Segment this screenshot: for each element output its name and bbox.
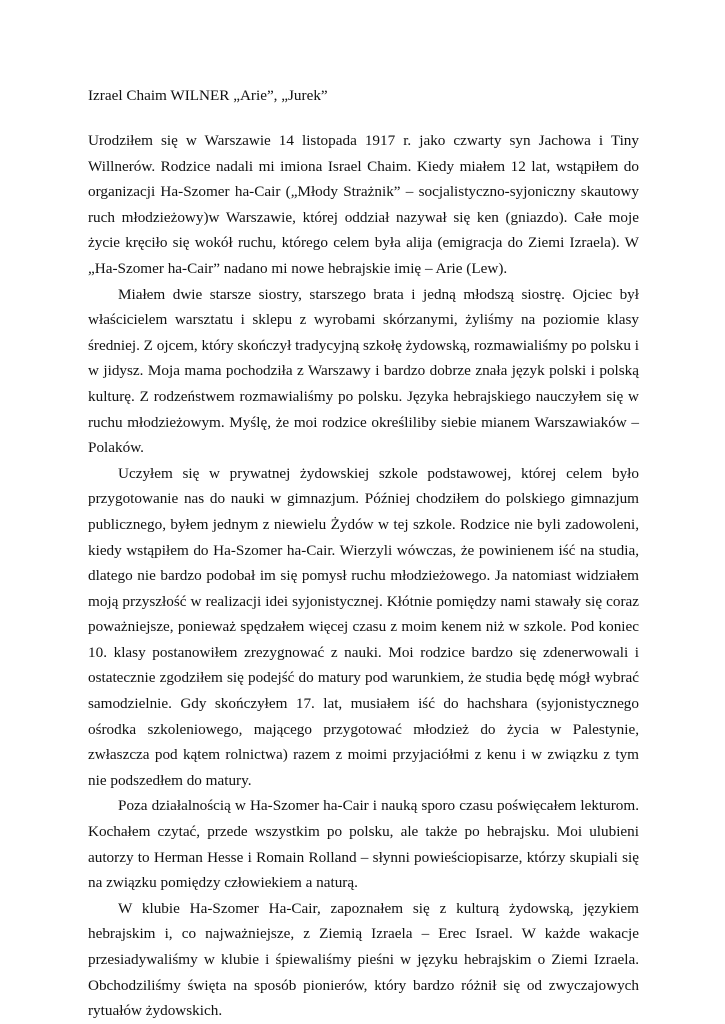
document-page — [88, 86, 639, 1024]
paragraph-club: W klubie Ha-Szomer Ha-Cair, zapoznałem się z kulturą żydowską, językiem hebrajskim i, co najważniejsze, z Ziemią Izraela – Erec Israel. W każde wakacje przesiadywaliśmy w klubie i śpiewaliśmy pieśni w języku hebrajskim o Ziemi Izraela. Obchodziliśmy święta na sposób pionierów, który bardzo różnił się od zwyczajowych rytuałów żydowskich. — [88, 899, 639, 1020]
paragraph-family: Miałem dwie starsze siostry, starszego brata i jedną młodszą siostrę. Ojciec był właścicielem warsztatu i sklepu z wyrobami skórzanymi, żyliśmy na poziomie klasy średniej. Z ojcem, który skończył tradycyjną szkołę żydowską, rozmawialiśmy po polsku i w jidysz. Moja mama pochodziła z Warszawy i bardzo dobrze znała język polski i polską kulturę. Z rodzeństwem rozmawialiśmy po polsku. Języka hebrajskiego nauczyłem się w ruchu młodzieżowym. Myślę, że moi rodzice określiliby siebie mianem Warszawiaków – Polaków. — [88, 285, 639, 457]
paragraph-birth: Urodziłem się w Warszawie 14 listopada 1917 r. jako czwarty syn Jachowa i Tiny Willnerów. Rodzice nadali mi imiona Israel Chaim. Kiedy miałem 12 lat, wstąpiłem do organizacji Ha-Szomer ha-Cair („Młody Strażnik” – socjalistyczno-syjoniczny skautowy ruch młodzieżowy)w Warszawie, której oddział nazywał się ken (gniazdo). Całe moje życie kręciło się wokół ruchu, którego celem była alija (emigracja do Ziemi Izraela). W „Ha-Szomer ha-Cair” nadano mi nowe hebrajskie imię – Arie (Lew). — [88, 132, 639, 277]
paragraph-reading: Poza działalnością w Ha-Szomer ha-Cair i nauką sporo czasu poświęcałem lekturom. Kochałem czytać, przede wszystkim po polsku, ale także po hebrajsku. Moi ulubieni autorzy to Herman Hesse i Romain Rolland – słynni powieściopisarze, którzy skupiali się na związku pomiędzy człowiekiem a naturą. — [88, 797, 639, 892]
document-title: Izrael Chaim WILNER „Arie”, „Jurek” — [88, 87, 328, 104]
paragraph-school: Uczyłem się w prywatnej żydowskiej szkole podstawowej, której celem było przygotowanie nas do nauki w gimnazjum. Później chodziłem do polskiego gimnazjum publicznego, byłem jednym z niewielu Żydów w tej szkole. Rodzice nie byli zadowoleni, kiedy wstąpiłem do Ha-Szomer ha-Cair. Wierzyli wówczas, że powinienem iść na studia, dlatego nie bardzo podobał im się pomysł ruchu młodzieżowego. Ja natomiast widziałem moją przyszłość w realizacji idei syjonistycznej. Kłótnie pomiędzy nami stawały się coraz poważniejsze, ponieważ spędzałem więcej czasu z moim kenem niż w szkole. Pod koniec 10. klasy postanowiłem zrezygnować z nauki. Moi rodzice bardzo się zdenerwowali i ostatecznie zgodziłem się podejść do matury pod warunkiem, że studia będę mógł wybrać samodzielnie. Gdy skończyłem 17. lat, musiałem iść do hachshara (syjonistycznego ośrodka szkoleniowego, mającego przygotować młodzież do życia w Palestynie, zwłaszcza pod kątem rolnictwa) razem z moimi przyjaciółmi z kenu i w związku z tym nie podszedłem do matury. — [88, 464, 639, 789]
